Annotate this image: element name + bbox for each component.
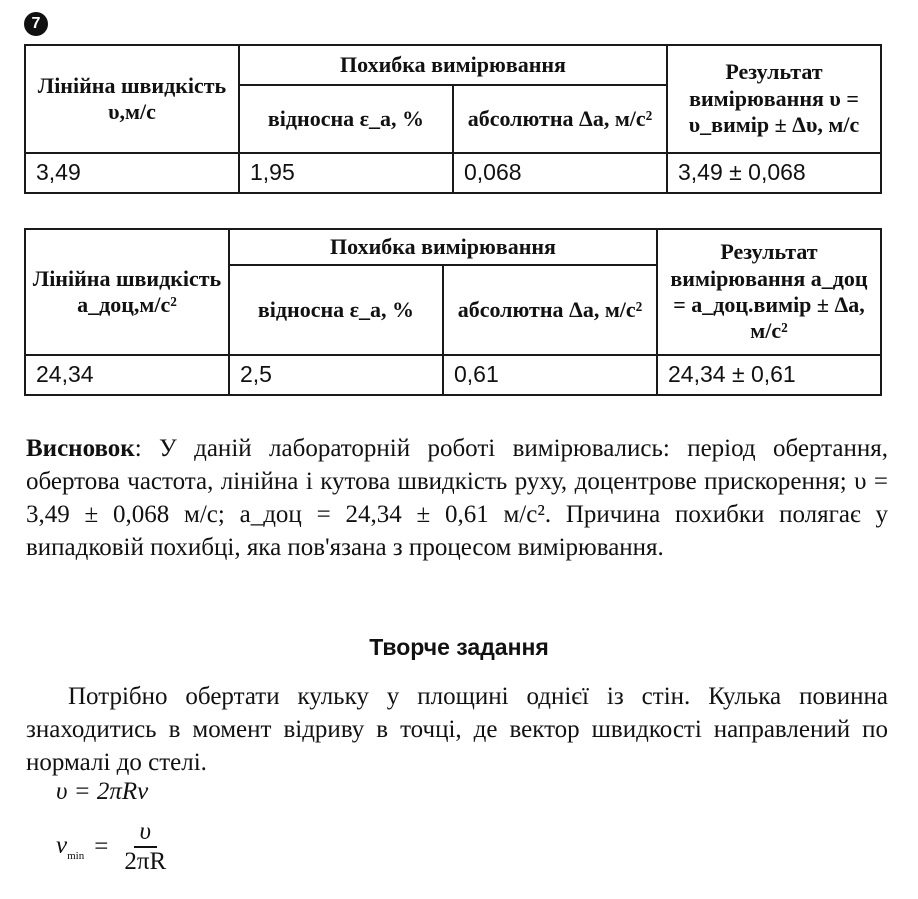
- table-cell-result: 24,34 ± 0,61: [657, 355, 881, 395]
- table-cell-value: 24,34: [25, 355, 229, 395]
- table-cell-absolute: 0,61: [443, 355, 657, 395]
- absolute-error-header: абсолютна Δa, м/с²: [443, 265, 657, 355]
- task-number-badge: 7: [24, 12, 48, 36]
- conclusion-paragraph: [26, 432, 888, 564]
- formula-equals: =: [94, 833, 109, 860]
- measurement-error-header: Похибка вимірювання: [239, 45, 667, 85]
- acceleration-table: [24, 228, 882, 396]
- measurement-error-header: Похибка вимірювання: [229, 229, 657, 265]
- conclusion-text: : У даній лабораторній роботі вимірювались: період обертання, обертова частота, лінійна і кутова швидкість руху, доцентрове прискорення; υ = 3,49 ± 0,068 м/с; a_доц = 24,34 ± 0,61 м/с². Причина похибки полягає у випадковій похибці, яка пов'язана з процесом вимірювання.: [26, 435, 888, 561]
- fraction-denominator: 2πR: [124, 848, 167, 875]
- relative-error-header: відносна ε_a, %: [229, 265, 443, 355]
- formula-velocity: υ = 2πRν: [56, 778, 149, 805]
- table-cell-value: 3,49: [25, 153, 239, 193]
- formula-min-frequency: [56, 818, 172, 876]
- creative-task-title: Творче задання: [369, 634, 549, 660]
- velocity-table: [24, 44, 882, 194]
- relative-error-header: відносна ε_a, %: [239, 85, 453, 153]
- formula-fraction: [118, 818, 172, 876]
- result-header: Результат вимірювання υ = υ_вимір ± Δυ, м/с: [667, 45, 881, 153]
- linear-velocity-header: Лінійна швидкість υ,м/с: [25, 45, 239, 153]
- fraction-numerator: υ: [134, 818, 157, 848]
- table-cell-absolute: 0,068: [453, 153, 667, 193]
- table-cell-result: 3,49 ± 0,068: [667, 153, 881, 193]
- linear-velocity-header: Лінійна швидкість a_доц,м/с²: [25, 229, 229, 355]
- conclusion-label: Висновок: [26, 435, 135, 462]
- table-cell-relative: 1,95: [239, 153, 453, 193]
- creative-task-text: Потрібно обертати кульку у площині однієї із стін. Кулька повинна знаходитись в момент відриву в точці, де вектор швидкості направлений по нормалі до стелі.: [26, 683, 888, 776]
- formula-lhs: $\nu_{min}$: [56, 832, 85, 862]
- result-header: Результат вимірювання a_доц = a_доц.вимір ± Δa, м/с²: [657, 229, 881, 355]
- table-cell-relative: 2,5: [229, 355, 443, 395]
- absolute-error-header: абсолютна Δa, м/с²: [453, 85, 667, 153]
